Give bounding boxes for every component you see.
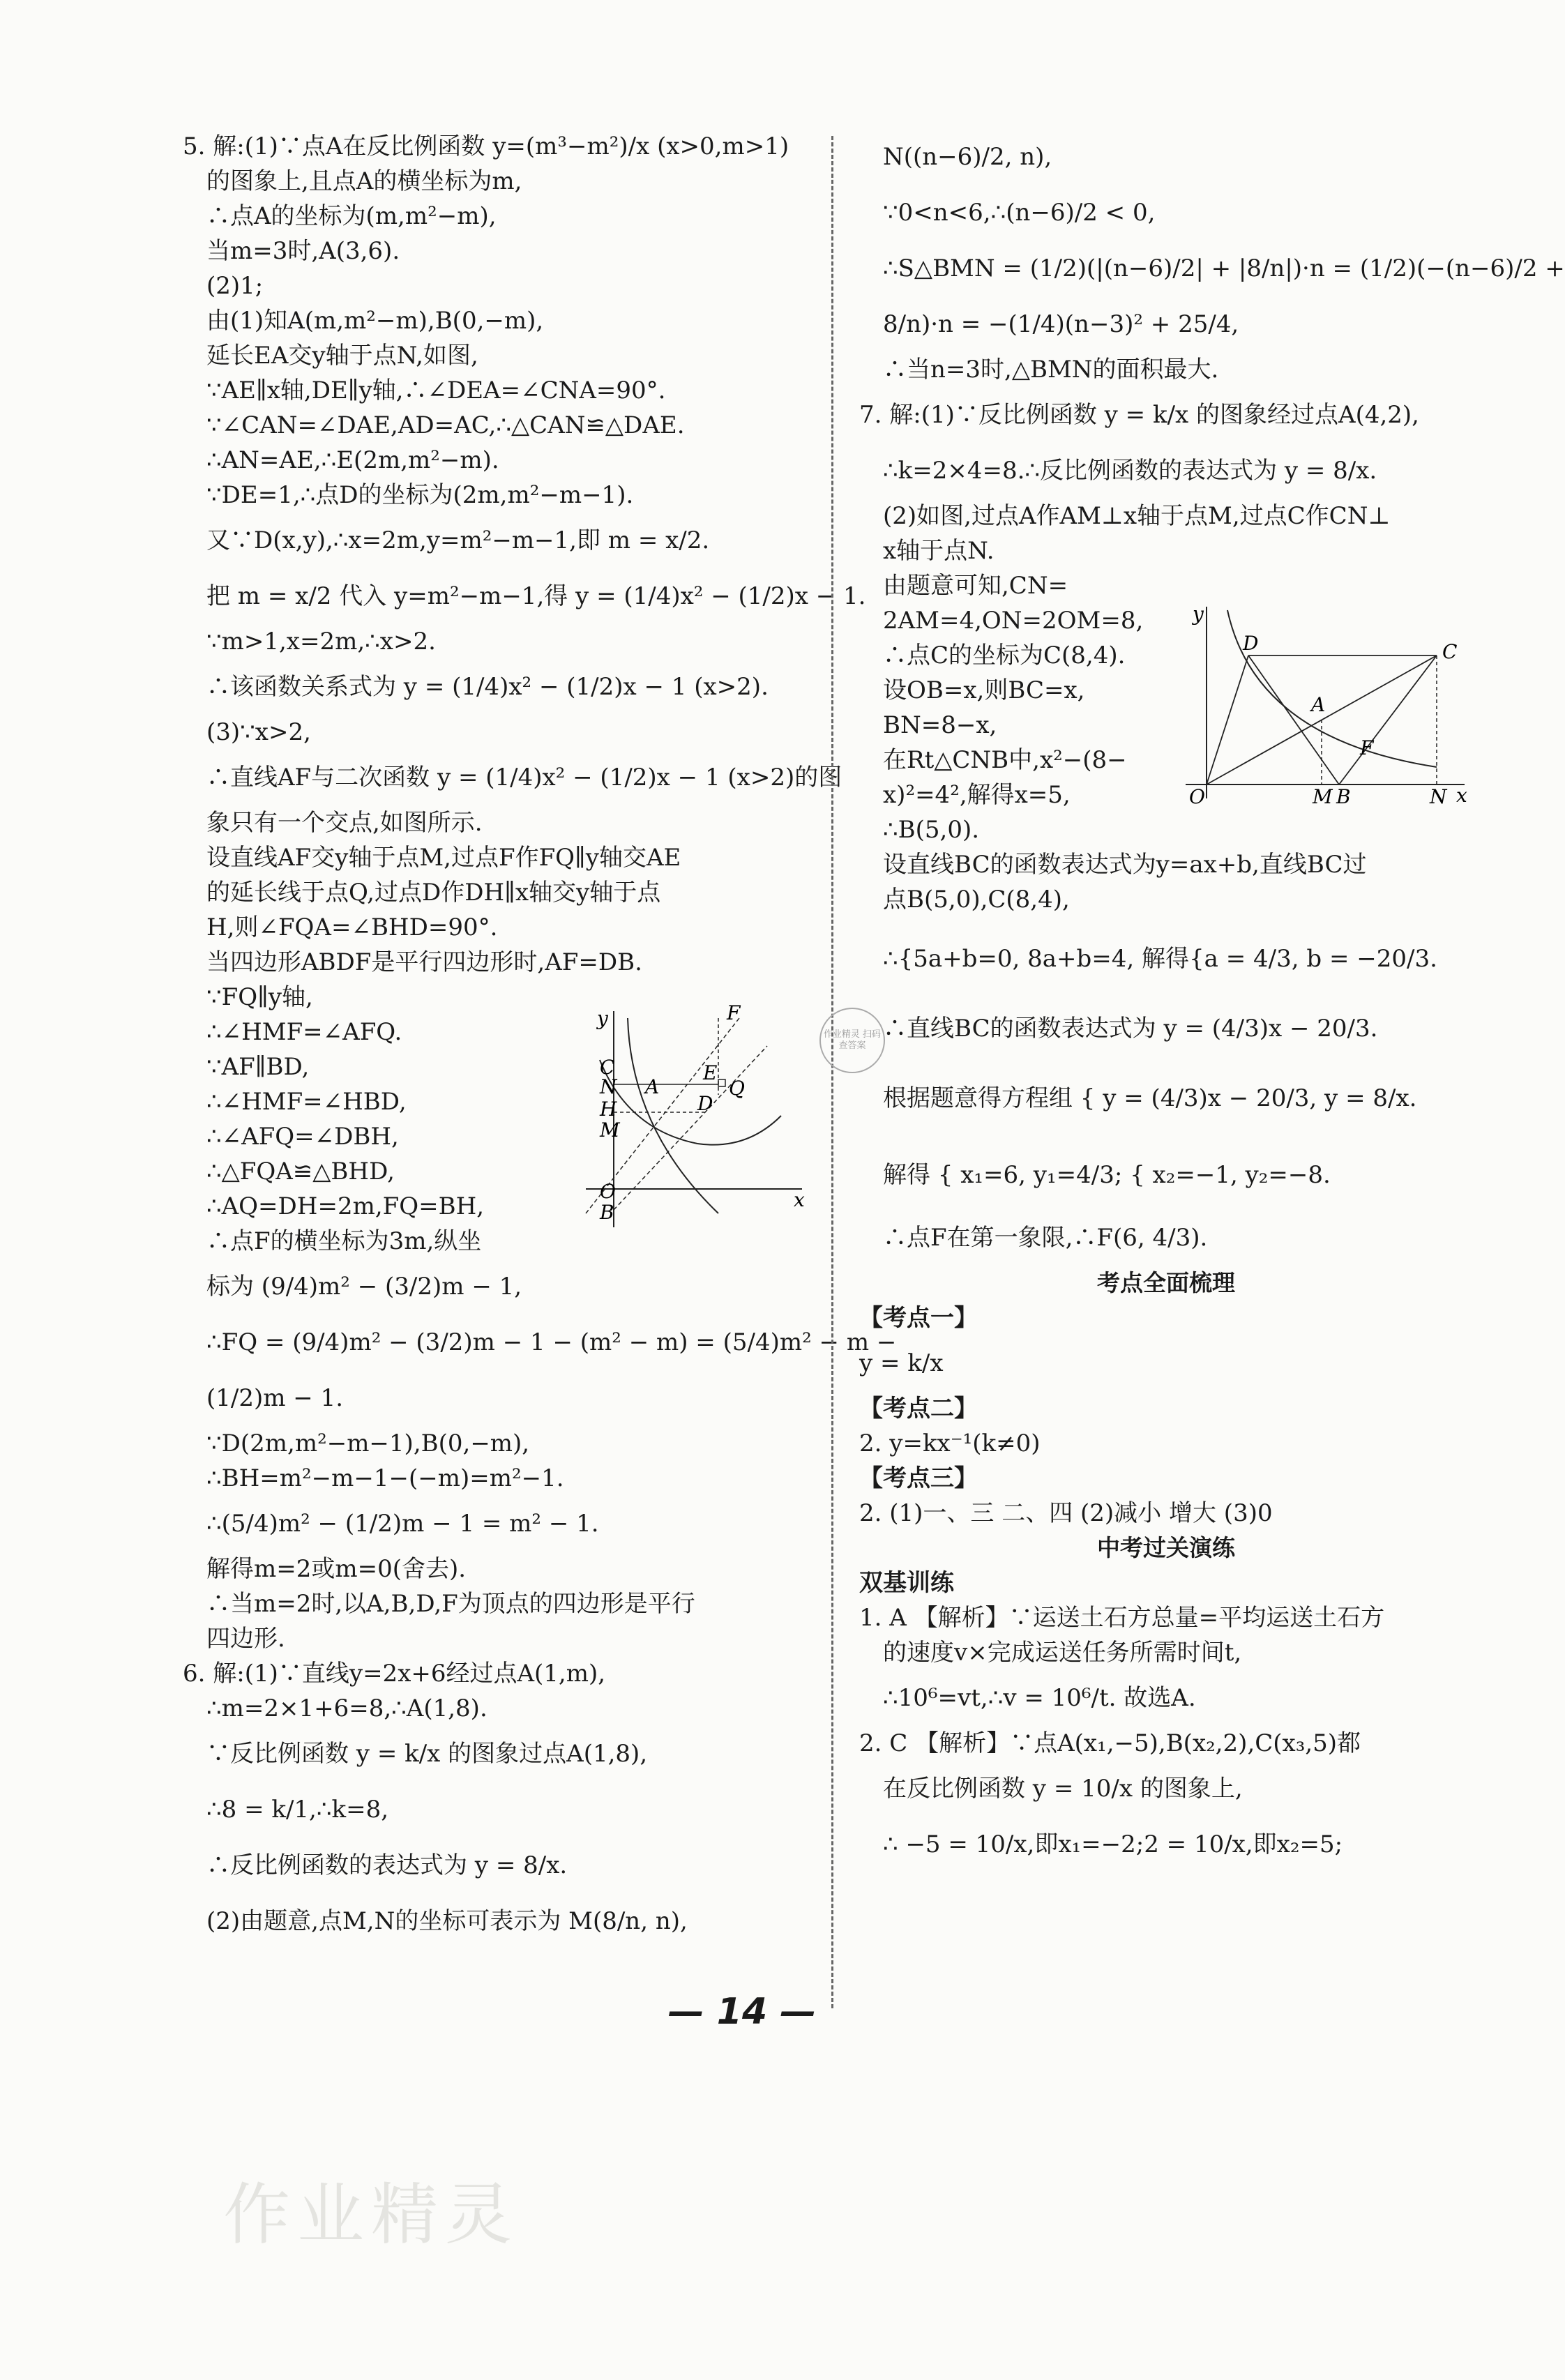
text-line: ∴AN=AE,∴E(2m,m²−m). [206,446,499,474]
column-divider [831,136,833,2008]
text-line: ∴该函数关系式为 y = (1/4)x² − (1/2)x − 1 (x>2). [206,673,769,701]
text-line: ∴m=2×1+6=8,∴A(1,8). [206,1695,487,1722]
text-line: ∴ −5 = 10/x,即x₁=−2;2 = 10/x,即x₂=5; [883,1831,1343,1858]
text-line: ∴直线BC的函数表达式为 y = (4/3)x − 20/3. [883,1015,1378,1043]
text-line: (2)1; [206,272,264,300]
text-line: N((n−6)/2, n), [883,143,1052,171]
text-line: x)²=4²,解得x=5, [883,781,1071,809]
text-line: (3)∵x>2, [206,718,311,746]
text-line: x轴于点N. [883,537,995,565]
text-line: 解得 { x₁=6, y₁=4/3; { x₂=−1, y₂=−8. [883,1161,1331,1189]
label-M: M [600,1119,620,1142]
text-line: ∴8 = k/1,∴k=8, [206,1796,389,1824]
text-line: ∵反比例函数 y = k/x 的图象过点A(1,8), [206,1740,648,1768]
stamp-seal: 作业精灵 扫码查答案 [819,1008,885,1073]
text-line: 设直线AF交y轴于点M,过点F作FQ∥y轴交AE [206,844,681,872]
text-line: 的图象上,且点A的横坐标为m, [206,167,522,195]
section-label: 【考点二】 [859,1395,978,1423]
text-line: ∵m>1,x=2m,∴x>2. [206,628,436,655]
text-line: ∴△FQA≌△BHD, [206,1158,395,1185]
text-line: 把 m = x/2 代入 y=m²−m−1,得 y = (1/4)x² − (1/2)x − 1. [206,582,866,610]
text-line: 设直线BC的函数表达式为y=ax+b,直线BC过 [883,851,1367,879]
text-line: H,则∠FQA=∠BHD=90°. [206,914,498,941]
label-x: x [794,1188,805,1211]
text-line: (2)如图,过点A作AM⊥x轴于点M,过点C作CN⊥ [883,502,1391,530]
label-D: D [1243,632,1259,655]
text-line: ∴点C的坐标为C(8,4). [883,642,1126,669]
label-D: D [697,1092,713,1115]
text-line: y = k/x [859,1349,944,1377]
label-M: M [1313,785,1333,808]
text-line: 2. (1)一、三 二、四 (2)减小 增大 (3)0 [859,1499,1273,1527]
text-line: BN=8−x, [883,711,997,739]
text-line: 象只有一个交点,如图所示. [206,809,483,837]
text-line: 在反比例函数 y = 10/x 的图象上, [883,1775,1243,1803]
text-line: ∴AQ=DH=2m,FQ=BH, [206,1192,485,1220]
text-line: 1. A 【解析】∵运送土石方总量=平均运送土石方 [859,1604,1385,1632]
text-line: ∴点F在第一象限,∴F(6, 4/3). [883,1224,1208,1252]
label-C: C [600,1056,615,1079]
section-label: 【考点三】 [859,1464,978,1492]
label-O: O [1189,785,1205,808]
label-y: y [597,1007,608,1030]
text-line: ∵DE=1,∴点D的坐标为(2m,m²−m−1). [206,481,634,509]
section-label: 双基训练 [859,1569,954,1597]
text-line: ∵FQ∥y轴, [206,983,313,1011]
text-line: ∴k=2×4=8.∴反比例函数的表达式为 y = 8/x. [883,457,1377,485]
figure-hyperbola-rectangle [1179,600,1472,809]
label-C: C [1442,640,1458,663]
label-F: F [1360,736,1374,759]
text-line: ∴{5a+b=0, 8a+b=4, 解得{a = 4/3, b = −20/3. [883,945,1437,973]
text-line: 的延长线于点Q,过点D作DH∥x轴交y轴于点 [206,879,661,907]
text-line: ∵AE∥x轴,DE∥y轴,∴∠DEA=∠CNA=90°. [206,377,666,404]
text-line: ∵AF∥BD, [206,1053,310,1081]
text-line: 当m=3时,A(3,6). [206,237,400,265]
label-Q: Q [729,1077,745,1100]
text-line: ∴10⁶=vt,∴v = 10⁶/t. 故选A. [883,1684,1196,1712]
text-line: 标为 (9/4)m² − (3/2)m − 1, [206,1273,522,1301]
section-heading: 中考过关演练 [1097,1534,1235,1561]
text-line: ∴S△BMN = (1/2)(|(n−6)/2| + |8/n|)·n = (1/2)(−(n−6)/2 + [883,255,1565,282]
text-line: ∴当n=3时,△BMN的面积最大. [883,356,1219,384]
text-line: 根据题意得方程组 { y = (4/3)x − 20/3, y = 8/x. [883,1084,1417,1112]
text-line: ∵0<n<6,∴(n−6)/2 < 0, [883,199,1156,227]
text-line: ∴∠HMF=∠HBD, [206,1088,407,1116]
text-line: 2. C 【解析】∵点A(x₁,−5),B(x₂,2),C(x₃,5)都 [859,1729,1361,1757]
text-line: 2. y=kx⁻¹(k≠0) [859,1430,1041,1457]
figure-parabola-hyperbola [572,1001,809,1234]
text-line: ∴当m=2时,以A,B,D,F为顶点的四边形是平行 [206,1590,695,1618]
label-H: H [600,1098,617,1121]
text-line: ∵∠CAN=∠DAE,AD=AC,∴△CAN≌△DAE. [206,411,685,439]
text-line: 在Rt△CNB中,x²−(8− [883,746,1127,774]
text-line: 解得m=2或m=0(舍去). [206,1555,467,1583]
text-line: 延长EA交y轴于点N,如图, [206,342,478,370]
right-column [859,129,1565,1872]
label-E: E [703,1061,718,1084]
text-line: 又∵D(x,y),∴x=2m,y=m²−m−1,即 m = x/2. [206,526,710,554]
text-line: ∴点A的坐标为(m,m²−m), [206,202,497,230]
text-line: 当四边形ABDF是平行四边形时,AF=DB. [206,948,642,976]
text-line: 设OB=x,则BC=x, [883,676,1085,704]
text-line: ∵D(2m,m²−m−1),B(0,−m), [206,1430,530,1457]
text-line: 8/n)·n = −(1/4)(n−3)² + 25/4, [883,310,1239,338]
text-line: ∴点F的横坐标为3m,纵坐 [206,1227,482,1255]
section-label: 【考点一】 [859,1304,978,1332]
text-line: 7. 解:(1)∵反比例函数 y = k/x 的图象经过点A(4,2), [859,401,1419,429]
label-A: A [645,1075,660,1098]
text-line: ∴B(5,0). [883,816,980,844]
text-line: 四边形. [206,1625,285,1653]
label-y: y [1193,602,1204,626]
text-line: ∴BH=m²−m−1−(−m)=m²−1. [206,1464,564,1492]
text-line: 由(1)知A(m,m²−m),B(0,−m), [206,307,544,335]
label-B: B [1336,785,1351,808]
text-line: ∴反比例函数的表达式为 y = 8/x. [206,1851,568,1879]
text-line: ∴∠HMF=∠AFQ. [206,1018,402,1046]
text-line: 6. 解:(1)∵直线y=2x+6经过点A(1,m), [183,1660,606,1688]
section-heading: 考点全面梳理 [1097,1269,1235,1296]
label-x: x [1456,784,1467,807]
label-B: B [600,1201,614,1224]
text-line: 的速度v×完成运送任务所需时间t, [883,1639,1242,1667]
watermark: 作业精灵 [223,2176,519,2254]
label-F: F [727,1001,741,1024]
text-line: ∴(5/4)m² − (1/2)m − 1 = m² − 1. [206,1510,599,1538]
text-line: ∴∠AFQ=∠DBH, [206,1123,399,1151]
label-O: O [600,1180,616,1203]
label-N: N [600,1075,617,1098]
text-line: (1/2)m − 1. [206,1384,344,1412]
text-line: 2AM=4,ON=2OM=8, [883,607,1144,635]
text-line: ∴直线AF与二次函数 y = (1/4)x² − (1/2)x − 1 (x>2)的图 [206,764,842,791]
text-line: 5. 解:(1)∵点A在反比例函数 y=(m³−m²)/x (x>0,m>1) [183,132,789,160]
text-line: 点B(5,0),C(8,4), [883,886,1070,914]
text-line: 由题意可知,CN= [883,572,1068,600]
label-A: A [1311,693,1326,716]
page-number: — 14 — [667,1991,817,2033]
text-line: ∴FQ = (9/4)m² − (3/2)m − 1 − (m² − m) = (5/4)m² − m − [206,1328,897,1356]
text-line: (2)由题意,点M,N的坐标可表示为 M(8/n, n), [206,1907,688,1935]
label-N: N [1430,785,1447,808]
